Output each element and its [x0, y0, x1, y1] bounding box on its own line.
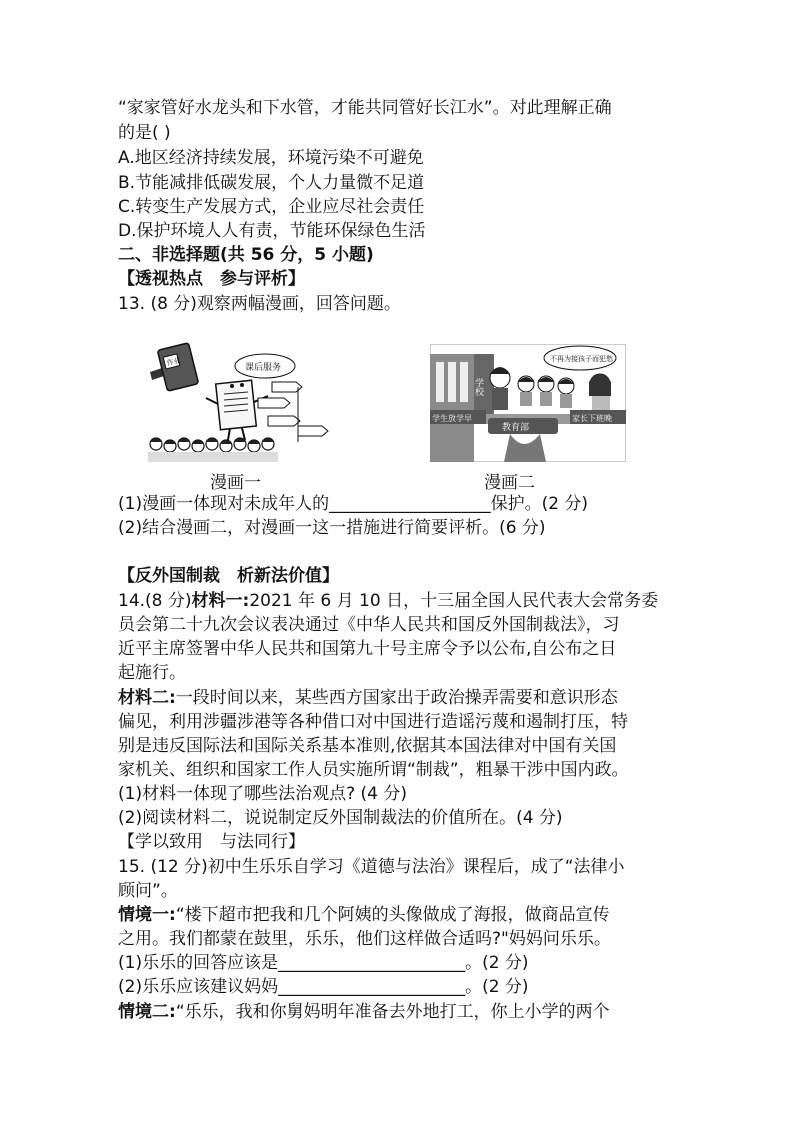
q14-line1	[118, 589, 658, 613]
q13-sub2: (2)结合漫画二，对漫画一这一措施进行简要评析。(6 分)	[118, 518, 546, 538]
q15-sub1: (1)乐乐的回答应该是______________________。(2 分)	[118, 953, 529, 973]
q14-material1-text: 2021 年 6 月 10 日，十三届全国人民代表大会常务委	[249, 591, 659, 611]
q15-scenario2-text: “乐乐，我和你舅妈明年准备去外地打工，你上小学的两个	[175, 1002, 610, 1022]
q12-option-b: B.节能减排低碳发展，个人力量微不足道	[118, 173, 425, 193]
q12-option-a: A.地区经济持续发展，环境污染不可避免	[118, 148, 424, 168]
comic-two-caption: 漫画二	[484, 473, 535, 493]
comic2-bubble: 不再为接孩子而犯愁	[550, 355, 613, 363]
q15-scenario1-label: 情境一:	[118, 905, 176, 925]
q15-scenario2-label: 情境二:	[118, 1002, 176, 1022]
q15-sub2: (2)乐乐应该建议妈妈______________________。(2 分)	[118, 977, 529, 997]
q15-scenario2	[118, 1000, 610, 1024]
q12-option-d: D.保护环境人人有责，节能环保绿色生活	[118, 221, 426, 241]
q14-line7: 别是违反国际法和国际关系基本准则,依据其本国法律对中国有关国	[118, 736, 617, 756]
q13-stem: 13. (8 分)观察两幅漫画，回答问题。	[118, 294, 401, 314]
comic-one-caption: 漫画一	[210, 473, 261, 493]
q15-line2: 顾问”。	[118, 881, 178, 901]
q13-sub1: (1)漫画一体现对未成年人的___________________保护。(2 分)	[118, 494, 589, 514]
q14-line5	[118, 686, 618, 710]
comic-one-image	[148, 332, 338, 462]
sign-left: 学生放学早	[432, 414, 472, 423]
block-title-3: 【学以致用 与法同行】	[118, 832, 305, 852]
q14-number: 14.(8 分)	[118, 591, 192, 611]
comic-two-image	[430, 344, 626, 462]
section-heading: 二、非选择题(共 56 分，5 小题)	[118, 245, 374, 265]
q12-line2: 的是( )	[118, 123, 171, 143]
q15-line1: 15. (12 分)初中生乐乐自学习《道德与法治》课程后，成了“法律小	[118, 857, 625, 877]
q14-material1-label: 材料一:	[191, 591, 250, 611]
q14-line8: 家机关、组织和国家工作人员实施所谓“制裁”，粗暴干涉中国内政。	[118, 760, 629, 780]
comic1-bubble: 课后服务	[245, 363, 282, 373]
q14-line6: 偏见，利用涉疆涉港等各种借口对中国进行造谣污蔑和遏制打压，特	[118, 712, 628, 732]
q15-line4: 之用。我们都蒙在鼓里，乐乐，他们这样做合适吗?"妈妈问乐乐。	[118, 929, 611, 949]
block-title-1: 【透视热点 参与评析】	[118, 269, 305, 289]
q14-sub1: (1)材料一体现了哪些法治观点? (4 分)	[118, 784, 407, 804]
q14-line4: 起施行。	[118, 663, 186, 683]
school-sign: 学校	[473, 378, 483, 396]
q15-scenario1	[118, 903, 610, 927]
book-label: 作业	[165, 356, 182, 368]
q14-line2: 员会第二十九次会议表决通过《中华人民共和国反外国制裁法》，习	[118, 615, 620, 635]
q14-material2-text: 一段时间以来，某些西方国家出于政治操弄需要和意识形态	[175, 688, 618, 708]
q12-line1: “家家管好水龙头和下水管，才能共同管好长江水”。对此理解正确	[118, 98, 612, 118]
q14-material2-label: 材料二:	[118, 688, 176, 708]
q14-line3: 近平主席签署中华人民共和国第九十号主席令予以公布,自公布之日	[118, 639, 617, 659]
q14-sub2: (2)阅读材料二，说说制定反外国制裁法的价值所在。(4 分)	[118, 808, 563, 828]
sign-right: 家长下班晚	[572, 414, 612, 423]
education-ministry-sign: 教育部	[502, 423, 530, 433]
q12-option-c: C.转变生产发展方式，企业应尽社会责任	[118, 197, 425, 217]
block-title-2: 【反外国制裁 析新法价值】	[118, 566, 339, 586]
q15-scenario1-text: “楼下超市把我和几个阿姨的头像做成了海报，做商品宣传	[175, 905, 610, 925]
